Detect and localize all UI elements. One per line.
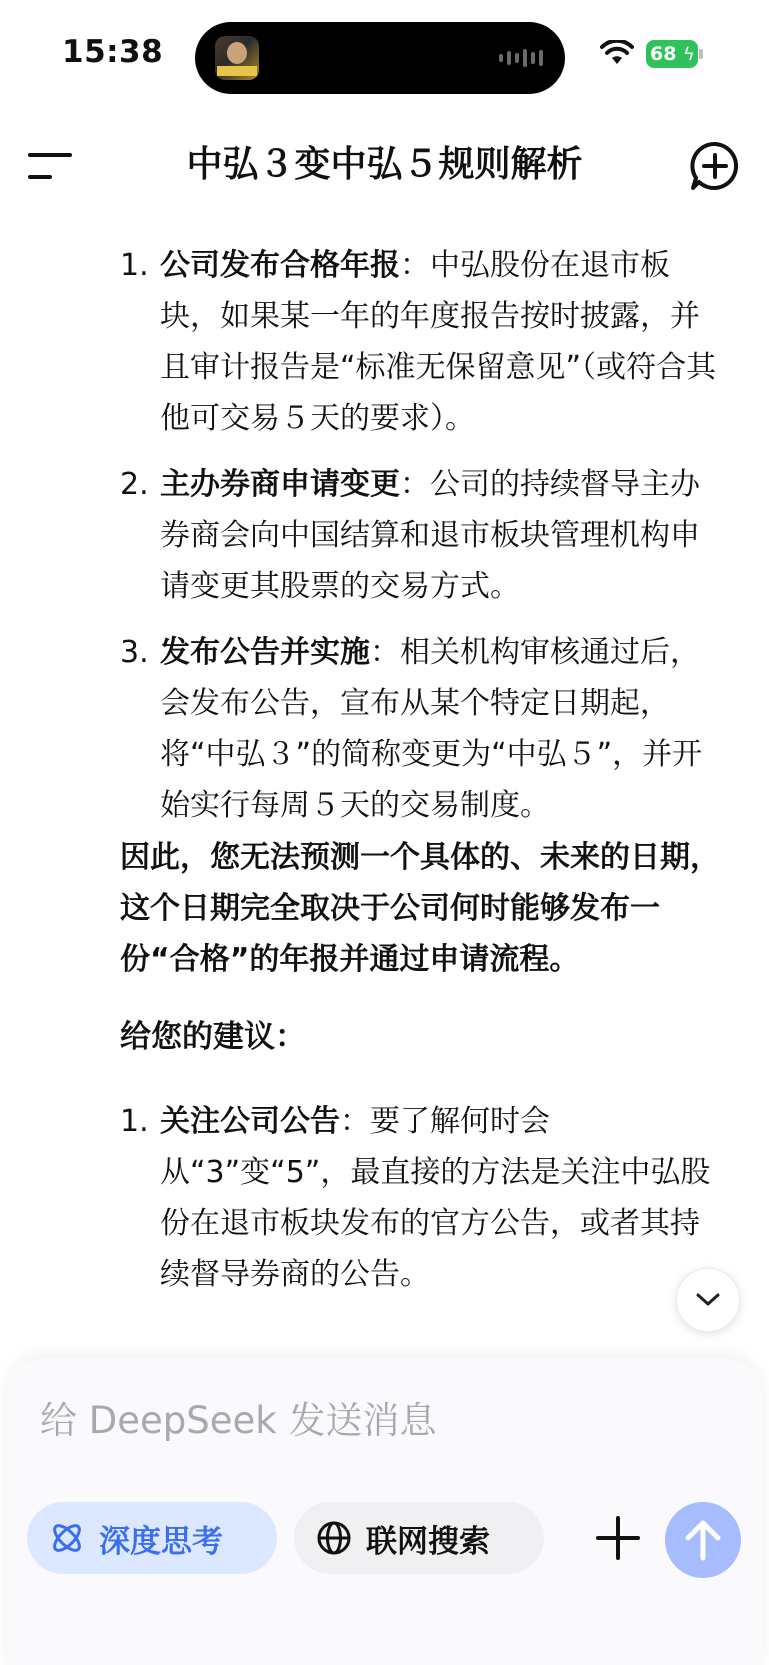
conclusion-paragraph: 因此，您无法预测一个具体的、未来的日期，这个日期完全取决于公司何时能够发布一份“合格”的年报并通过申请流程。 — [120, 840, 720, 977]
status-time: 15:38 — [62, 34, 164, 70]
advice-list — [120, 1096, 728, 1315]
dynamic-island[interactable] — [195, 22, 565, 94]
chevron-down-icon — [695, 1292, 721, 1308]
list-number: 1. — [120, 1104, 149, 1139]
list-item-title: 主办券商申请变更 — [160, 467, 400, 502]
list-item — [120, 240, 728, 444]
list-item — [120, 1096, 728, 1300]
menu-icon[interactable] — [28, 148, 74, 184]
audio-waveform-icon — [499, 48, 543, 68]
list-item-title: 关注公司公告 — [160, 1104, 340, 1139]
message-composer — [6, 1358, 763, 1665]
deep-think-toggle[interactable] — [27, 1502, 277, 1574]
list-item-text: ：公司的持续督导主办券商会向中国结算和退市板块管理机构申请变更其股票的交易方式。 — [160, 467, 700, 604]
list-item — [120, 459, 728, 612]
now-playing-app-icon — [215, 36, 259, 80]
new-chat-icon[interactable] — [689, 140, 741, 192]
list-item-text: ：要了解何时会从“3”变“5”，最直接的方法是关注中弘股份在退市板块发布的官方公告，或者其持续督导券商的公告。 — [160, 1104, 711, 1292]
wifi-icon — [600, 40, 634, 66]
process-steps-list — [120, 240, 728, 846]
battery-level: 68 — [650, 43, 677, 65]
send-button[interactable] — [665, 1502, 741, 1578]
globe-icon — [316, 1520, 352, 1556]
scroll-to-bottom-button[interactable] — [676, 1268, 740, 1332]
arrow-up-icon — [683, 1518, 723, 1562]
web-search-toggle[interactable] — [294, 1502, 544, 1574]
list-item-title: 公司发布合格年报 — [160, 248, 400, 283]
atom-icon — [49, 1520, 85, 1556]
list-item — [120, 627, 728, 831]
list-number: 2. — [120, 467, 149, 502]
status-bar — [0, 0, 769, 110]
chat-header — [0, 110, 769, 220]
message-content — [0, 220, 769, 1360]
charging-icon: ϟ — [683, 44, 695, 65]
list-number: 3. — [120, 635, 149, 670]
advice-heading: 给您的建议： — [120, 1019, 306, 1055]
message-input[interactable] — [40, 1388, 720, 1452]
list-number: 1. — [120, 248, 149, 283]
web-search-label: 联网搜索 — [366, 1523, 490, 1560]
battery-cap — [699, 49, 703, 59]
conversation-title: 中弘３变中弘５规则解析 — [186, 144, 583, 185]
list-item-text: ：相关机构审核通过后，会发布公告，宣布从某个特定日期起，将“中弘３”的简称变更为“中弘５”，并开始实行每周５天的交易制度。 — [160, 635, 703, 823]
list-item-title: 发布公告并实施 — [160, 635, 370, 670]
plus-icon[interactable] — [588, 1508, 648, 1568]
list-item-text: ：中弘股份在退市板块，如果某一年的年度报告按时披露，并且审计报告是“标准无保留意见”（或符合其他可交易５天的要求）。 — [160, 248, 717, 436]
deep-think-label: 深度思考 — [99, 1523, 223, 1560]
